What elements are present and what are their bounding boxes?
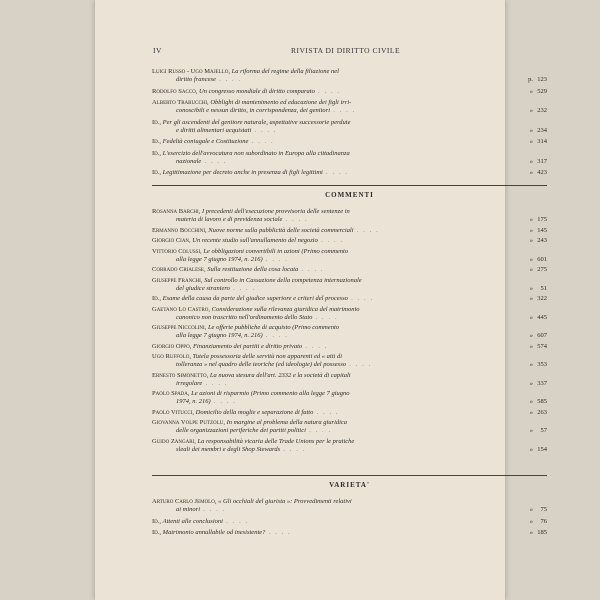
entry-author: Luigi Russo - Ugo Majello,: [152, 68, 232, 75]
entry-author: Paolo Spada,: [152, 390, 192, 397]
leader-dots: . . . .: [302, 342, 328, 350]
toc-entry: [152, 306, 547, 322]
leader-dots: . . . .: [202, 379, 229, 387]
entry-title-line: Legittimazione per decreto anche in presenza di figli legittimi: [162, 169, 323, 176]
entry-text: [152, 68, 547, 84]
entry-author: Id.,: [152, 118, 163, 126]
leader-dots: . . . .: [210, 398, 237, 405]
entry-text: [152, 169, 547, 177]
toc-entry: [152, 390, 547, 406]
entry-page-mark: »: [529, 379, 533, 387]
leader-dots: . . . .: [215, 76, 242, 83]
entry-page-mark: p.: [528, 76, 533, 83]
entry-text: [152, 227, 547, 235]
entry-title-line: alla legge 7 giugno 1974, n. 216): [176, 332, 263, 339]
entry-page-number: 317: [537, 157, 547, 165]
entry-text: [152, 99, 547, 115]
entry-title-line: materia di lavoro e di previdenza sociale: [176, 216, 283, 223]
toc-entry: [152, 372, 547, 388]
leader-dots: . . . .: [347, 295, 374, 302]
entry-page-number: 232: [537, 107, 547, 114]
entry-title-line: I precedenti dell'esecuzione provvisoria delle sentenze in: [201, 208, 350, 215]
toc-entry: [152, 353, 547, 369]
entry-page-number: 51: [540, 284, 547, 292]
entry-title-line: La nuova stesura dell'art. 2332 e la società di capitali: [209, 371, 351, 379]
entry-page-mark: »: [529, 313, 533, 321]
entry-page-mark: »: [529, 157, 533, 165]
toc-entry: [152, 138, 547, 146]
entry-text: [152, 150, 547, 166]
entry-text: [152, 518, 547, 526]
entry-title-line: tolleranza » nel quadro delle teoriche (ed ideologie) del possesso: [176, 361, 346, 368]
toc-entry: [152, 248, 547, 264]
entry-page-mark: »: [529, 342, 533, 350]
entry-page-mark: »: [529, 216, 533, 223]
entry-text: [152, 498, 547, 514]
entry-page-number: 322: [537, 295, 547, 302]
entry-page-mark: »: [529, 517, 533, 525]
entry-title-line: diritto francese: [176, 76, 216, 83]
entry-title-line: del giudice straniero: [176, 284, 230, 292]
entry-author: Giuseppe Franchi,: [152, 276, 205, 284]
journal-title: RIVISTA DI DIRITTO CIVILE: [291, 46, 401, 55]
entry-page-mark: »: [529, 266, 533, 273]
toc-entry: [152, 68, 547, 84]
entry-page-number: 175: [537, 216, 547, 223]
toc-entry: [152, 99, 547, 115]
entry-author: Giorgio Oppo,: [152, 342, 193, 350]
entry-page-mark: »: [529, 398, 533, 405]
entry-page-mark: »: [529, 506, 533, 513]
toc-entry: [152, 498, 547, 514]
entry-title-line: La riforma del regime della filiazione nel: [231, 68, 339, 75]
entry-page-mark: »: [529, 332, 533, 339]
leader-dots: . . . .: [262, 332, 289, 339]
entry-text: [152, 119, 547, 135]
entry-title-line: Un congresso mondiale di diritto comparato: [199, 87, 315, 95]
toc-entry: [152, 277, 547, 293]
commenti-heading: COMMENTI: [325, 191, 374, 199]
toc-entry: [152, 150, 547, 166]
leader-dots: . . . .: [346, 361, 372, 368]
leader-dots: . . . .: [222, 517, 249, 525]
entry-title-line: Finanziamento dei partiti e diritto privato: [192, 342, 303, 350]
entry-title-line: 1974, n. 216): [176, 398, 211, 405]
leader-dots: . . . .: [200, 506, 226, 513]
entry-author: Id.,: [152, 169, 163, 176]
entry-text: [152, 529, 547, 537]
entry-page-mark: »: [529, 87, 533, 95]
entry-author: Arturo Carlo Jemolo,: [152, 498, 219, 505]
entry-page-number: 607: [537, 332, 547, 339]
entry-page-mark: »: [529, 107, 533, 114]
leader-dots: . . . .: [282, 216, 309, 223]
entry-text: [152, 353, 547, 369]
entry-page-mark: »: [529, 361, 533, 368]
entry-page-number: 574: [537, 342, 547, 350]
entry-page-mark: »: [529, 408, 533, 416]
entry-title-line: Domicilio della moglie e separazione di fatto: [195, 408, 314, 416]
top-entries-list: [152, 68, 547, 181]
entry-page-number: 154: [537, 445, 547, 453]
entry-title-line: « Gli occhiali del giurista »: Provvedimenti relativi: [218, 498, 352, 505]
leader-dots: . . . .: [248, 138, 275, 145]
entry-text: [152, 237, 547, 245]
entry-page-number: 243: [537, 237, 547, 244]
entry-title-line: Obblighi di mantenimento ed educazione dei figli irri-: [210, 99, 352, 106]
entry-page-number: 529: [537, 87, 547, 95]
toc-entry: [152, 169, 547, 177]
leader-dots: . . . .: [330, 107, 356, 114]
page-number: IV: [153, 46, 162, 55]
entry-title-line: irregolare: [176, 379, 203, 387]
entry-author: Vittorio Colussi,: [152, 247, 204, 255]
entry-text: [152, 419, 547, 435]
entry-author: Id.,: [152, 295, 163, 302]
entry-page-number: 76: [540, 517, 547, 525]
leader-dots: . . . .: [322, 169, 349, 176]
entry-page-mark: »: [529, 295, 533, 302]
entry-author: Gaetano Lo Castro,: [152, 305, 212, 313]
toc-entry: [152, 295, 547, 303]
entry-author: Id.,: [152, 149, 163, 157]
entry-page-number: 123: [537, 76, 547, 83]
leader-dots: . . . .: [312, 313, 339, 321]
entry-title-line: alla legge 7 giugno 1974, n. 216): [176, 255, 263, 263]
leader-dots: . . . .: [229, 284, 256, 292]
entry-title-line: Tutela possessoria delle servitù non apparenti ed « atti di: [192, 353, 343, 360]
entry-text: [152, 390, 547, 406]
entry-author: Guido Zangari,: [152, 437, 198, 445]
entry-title-line: Considerazione sulla rilevanza giuridica del matrimonio: [211, 305, 360, 313]
toc-entry: [152, 119, 547, 135]
leader-dots: . . . .: [265, 529, 292, 536]
entry-title-line: Fedeltà coniugale e Costituzione: [162, 138, 249, 145]
entry-page-number: 423: [537, 169, 547, 176]
entry-page-number: 314: [537, 138, 547, 145]
entry-title-line: ai minori: [176, 506, 201, 513]
entry-author: Ermanno Bocchini,: [152, 226, 209, 234]
entry-title-line: La responsabilità vicaria delle Trade Unions per le pratiche: [197, 437, 355, 445]
entry-title-line: Sulla restituzione della cosa locata: [207, 266, 299, 273]
leader-dots: . . . .: [314, 87, 341, 95]
entry-text: [152, 208, 547, 224]
entry-page-mark: »: [529, 445, 533, 453]
entry-page-number: 57: [540, 427, 547, 434]
entry-title-line: Le obbligazioni convertibili in azioni (Primo commento: [203, 247, 349, 255]
entry-page-mark: »: [529, 138, 533, 145]
entry-text: [152, 306, 547, 322]
entry-title-line: Matrimonio annullabile od inesistente?: [162, 529, 266, 536]
leader-dots: . . . .: [313, 408, 340, 416]
entry-title-line: e diritti alimentari acquistati: [176, 126, 252, 134]
leader-dots: . . . .: [353, 226, 380, 234]
entry-page-mark: »: [529, 255, 533, 263]
entry-title-line: L'esercizio dell'avvocatura non subordinato in Europa alla cittadinanza: [162, 149, 350, 157]
entry-page-mark: »: [529, 529, 533, 536]
commenti-entries-list: [152, 208, 547, 456]
entry-page-mark: »: [529, 427, 533, 434]
entry-author: Id.,: [152, 138, 163, 145]
leader-dots: . . . .: [251, 126, 278, 134]
entry-page-number: 445: [537, 313, 547, 321]
leader-dots: . . . .: [305, 427, 332, 434]
entry-text: [152, 88, 547, 96]
varieta-heading: VARIETA': [329, 481, 370, 489]
entry-page-number: 353: [537, 361, 547, 368]
toc-entry: [152, 343, 547, 351]
toc-entry: [152, 438, 547, 454]
entry-text: [152, 277, 547, 293]
entry-author: Rodolfo Sacco,: [152, 87, 199, 95]
entry-title-line: Le azioni di risparmio (Primo commento alla legge 7 giugno: [191, 390, 350, 397]
toc-entry: [152, 529, 547, 537]
leader-dots: . . . .: [317, 237, 344, 244]
entry-text: [152, 138, 547, 146]
entry-author: Giovanna Volpe Putzolu,: [152, 419, 227, 426]
entry-title-line: conoscibili e nessun diritto, in corrispondenza, dei genitori: [176, 107, 331, 114]
leader-dots: . . . .: [280, 445, 306, 453]
toc-entry: [152, 518, 547, 526]
leader-dots: . . . .: [201, 157, 228, 165]
entry-author: Id.,: [152, 529, 163, 536]
entry-page-number: 585: [537, 398, 547, 405]
entry-title-line: nazionale: [176, 157, 202, 165]
entry-title-line: Nuove norme sulla pubblicità delle società commerciali: [208, 226, 354, 234]
toc-entry: [152, 324, 547, 340]
toc-entry: [152, 419, 547, 435]
entry-title-line: Le offerte pubbliche di acquisto (Primo commento: [207, 324, 339, 331]
entry-page-number: 75: [540, 506, 547, 513]
entry-author: Giuseppe Niccolini,: [152, 324, 208, 331]
entry-text: [152, 266, 547, 274]
entry-title-line: Un recente studio sull'annullamento del negozio: [192, 237, 318, 244]
section-rule-top: [152, 185, 547, 186]
toc-entry: [152, 88, 547, 96]
entry-page-number: 145: [537, 226, 547, 234]
entry-page-mark: »: [529, 284, 533, 292]
entry-text: [152, 324, 547, 340]
toc-entry: [152, 208, 547, 224]
entry-title-line: Esame della causa da parte del giudice superiore e criteri del processo: [162, 295, 348, 302]
leader-dots: . . . .: [298, 266, 325, 273]
entry-author: Ugo Ruffolo,: [152, 353, 193, 360]
entry-page-mark: »: [529, 226, 533, 234]
entry-page-mark: »: [529, 237, 533, 244]
entry-title-line: Sul controllo in Cassazione della competenza internazionale: [204, 276, 362, 284]
entry-author: Corrado Crialese,: [152, 266, 208, 273]
entry-text: [152, 372, 547, 388]
book-page: [95, 0, 547, 600]
entry-page-mark: »: [529, 126, 533, 134]
entry-page-number: 234: [537, 126, 547, 134]
entry-title-line: Attenti alle conclusioni: [162, 517, 223, 525]
entry-title-line: canonico non trascritto nell'ordinamento dello Stato: [176, 313, 313, 321]
entry-author: Giorgio Cian,: [152, 237, 193, 244]
entry-author: Paolo Vitucci,: [152, 408, 196, 416]
entry-page-number: 337: [537, 379, 547, 387]
entry-title-line: delle organizzazioni periferiche dei partiti politici: [176, 427, 306, 434]
entry-author: Id.,: [152, 517, 163, 525]
entry-author: Ernesto Simonetto,: [152, 371, 210, 379]
entry-text: [152, 248, 547, 264]
toc-entry: [152, 266, 547, 274]
leader-dots: . . . .: [262, 255, 289, 263]
entry-page-number: 275: [537, 266, 547, 273]
entry-text: [152, 438, 547, 454]
section-rule-varieta: [152, 475, 547, 476]
entry-page-number: 185: [537, 529, 547, 536]
entry-page-number: 601: [537, 255, 547, 263]
entry-text: [152, 409, 547, 417]
toc-entry: [152, 227, 547, 235]
entry-title-line: In margine al problema della natura giuridica: [226, 419, 348, 426]
entry-title-line: sleali dei membri e degli Shop Stewards: [176, 445, 281, 453]
entry-text: [152, 343, 547, 351]
entry-text: [152, 295, 547, 303]
toc-entry: [152, 237, 547, 245]
entry-page-number: 263: [537, 408, 547, 416]
entry-author: Rosanna Barchi,: [152, 208, 202, 215]
entry-page-mark: »: [529, 169, 533, 176]
toc-entry: [152, 409, 547, 417]
entry-title-line: Per gli ascendenti del genitore naturale, aspettative successorie perdute: [162, 118, 351, 126]
entry-author: Alberto Trabucchi,: [152, 99, 211, 106]
varieta-entries-list: [152, 498, 547, 541]
